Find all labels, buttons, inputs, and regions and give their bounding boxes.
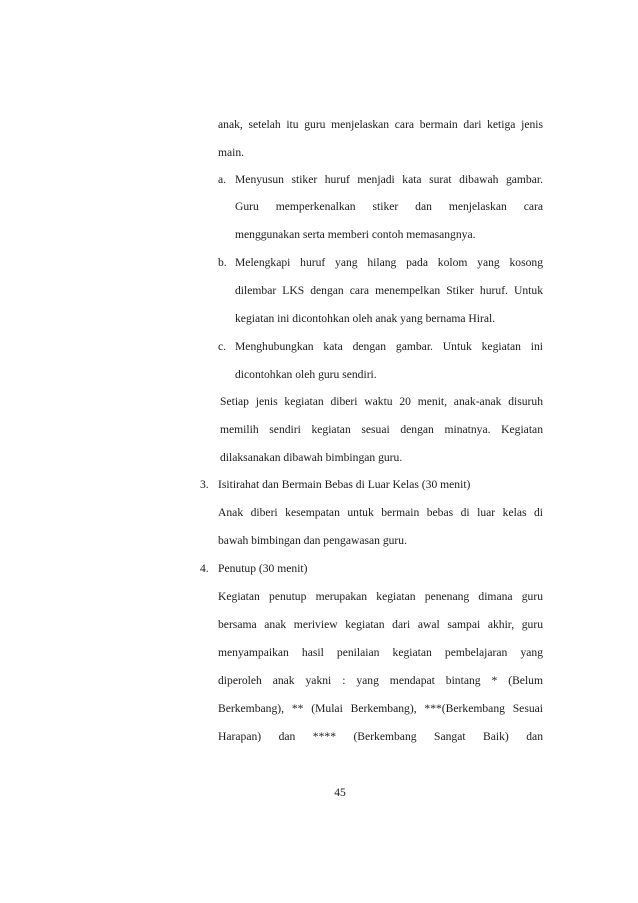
sub-item-a-line-2: Guru memperkenalkan stiker dan menjelaskan cara (235, 200, 543, 213)
section-4-line-1: Kegiatan penutup merupakan kegiatan penenang dimana guru (218, 590, 543, 603)
sub-item-a-line-1: Menyusun stiker huruf menjadi kata surat dibawah gambar. (235, 173, 543, 186)
section-3-heading: Isitirahat dan Bermain Bebas di Luar Kelas (30 menit) (218, 478, 471, 491)
section-4-number: 4. (200, 562, 209, 575)
intro-line-1: anak, setelah itu guru menjelaskan cara bermain dari ketiga jenis (218, 118, 543, 131)
section-3-line-2: bawah bimbingan dan pengawasan guru. (218, 534, 407, 547)
sub-item-b-line-2: dilembar LKS dengan cara menempelkan Stiker huruf. Untuk (235, 284, 543, 297)
sub-item-c-line-2: dicontohkan oleh guru sendiri. (235, 368, 377, 381)
section-3-line-1: Anak diberi kesempatan untuk bermain bebas di luar kelas di (218, 506, 543, 519)
sub-item-b-line-3: kegiatan ini dicontohkan oleh anak yang bernama Hiral. (235, 312, 496, 325)
section-4-line-5: Berkembang), ** (Mulai Berkembang), ***(Berkembang Sesuai (218, 702, 543, 715)
section-4-line-2: bersama anak meriview kegiatan dari awal sampai akhir, guru (218, 618, 543, 631)
closing-line-2: memilih sendiri kegiatan sesuai dengan minatnya. Kegiatan (220, 423, 543, 436)
closing-line-1: Setiap jenis kegiatan diberi waktu 20 menit, anak-anak disuruh (220, 395, 543, 408)
section-4-line-4: diperoleh anak yakni : yang mendapat bintang * (Belum (218, 674, 543, 687)
sub-item-a-marker: a. (218, 173, 227, 186)
sub-item-b-marker: b. (218, 256, 227, 269)
sub-item-c-line-1: Menghubungkan kata dengan gambar. Untuk kegiatan ini (235, 340, 543, 353)
sub-item-c-marker: c. (218, 340, 227, 353)
section-4-line-3: menyampaikan hasil penilaian kegiatan pembelajaran yang (218, 646, 543, 659)
section-4-heading: Penutup (30 menit) (218, 562, 308, 575)
section-3-number: 3. (200, 478, 209, 491)
closing-line-3: dilaksanakan dibawah bimbingan guru. (220, 451, 403, 464)
intro-line-2: main. (218, 146, 245, 159)
section-4-line-6: Harapan) dan **** (Berkembang Sangat Baik) dan (218, 730, 543, 743)
page-number: 45 (334, 786, 346, 799)
sub-item-b-line-1: Melengkapi huruf yang hilang pada kolom yang kosong (235, 256, 543, 269)
sub-item-a-line-3: menggunakan serta memberi contoh memasangnya. (235, 228, 476, 241)
